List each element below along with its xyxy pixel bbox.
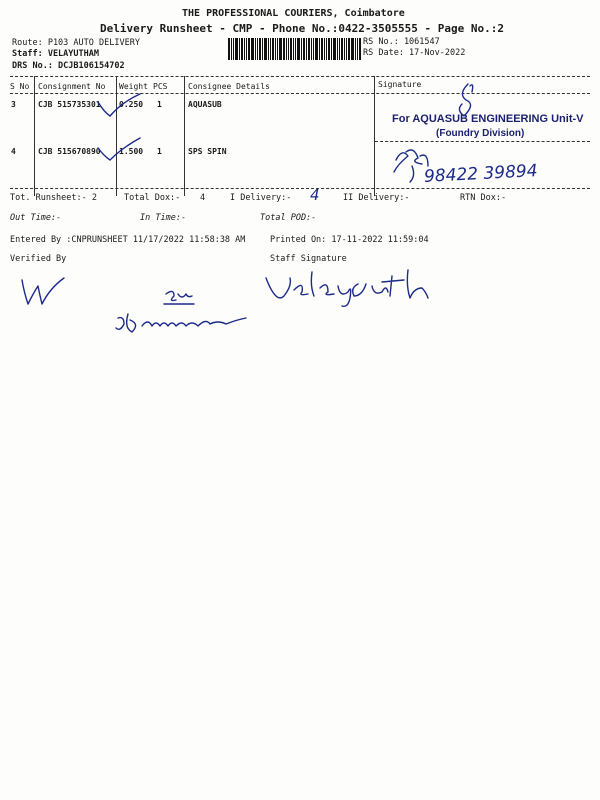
col-header-pcs: PCS	[153, 82, 168, 91]
company-title: THE PROFESSIONAL COURIERS, Coimbatore	[182, 8, 405, 19]
col-header-weight: Weight	[119, 82, 148, 91]
row-pcs: 1	[157, 100, 162, 109]
company-stamp-division: (Foundry Division)	[436, 128, 525, 139]
row-sno: 3	[11, 100, 16, 109]
row-consignment: CJB 515735301	[38, 100, 101, 109]
row-pcs: 1	[157, 147, 162, 156]
in-time-label: In Time:-	[140, 213, 187, 223]
row-consignment: CJB 515670890	[38, 147, 101, 156]
ii-delivery-label: II Delivery:-	[343, 193, 410, 203]
company-stamp: For AQUASUB ENGINEERING Unit-V	[392, 113, 584, 125]
total-dox-value: 4	[200, 193, 206, 203]
staff-label: Staff: VELAYUTHAM	[12, 49, 99, 59]
verified-by-label: Verified By	[10, 254, 67, 264]
totals-top-rule	[10, 188, 590, 189]
signature-icon	[440, 80, 490, 120]
barcode	[228, 38, 362, 60]
col-header-sno: S No	[10, 82, 30, 91]
rs-date: RS Date: 17-Nov-2022	[363, 48, 466, 58]
out-time-label: Out Time:-	[10, 213, 62, 223]
row-consignee: AQUASUB	[188, 100, 222, 109]
handwritten-phone: 98422 39894	[423, 161, 539, 187]
signature-icon	[114, 310, 264, 340]
col-header-signature: Signature	[378, 80, 422, 89]
row-sno: 4	[11, 147, 16, 156]
col-header-consignment: Consignment No	[38, 82, 106, 91]
total-dox-label: Total Dox:-	[124, 193, 181, 203]
drs-number: DRS No.: DCJB106154702	[12, 61, 125, 71]
rs-number: RS No.: 1061547	[363, 37, 440, 47]
i-delivery-label: I Delivery:-	[230, 193, 292, 203]
handwritten-count: 4	[310, 186, 320, 204]
column-divider	[34, 76, 35, 196]
total-runsheet: Tot. Runsheet:- 2	[10, 193, 97, 203]
total-pod-label: Total POD:-	[260, 213, 317, 223]
row-weight: 1.500	[119, 147, 144, 156]
runsheet-subtitle: Delivery Runsheet - CMP - Phone No.:0422-3505555 - Page No.:2	[100, 22, 504, 35]
staff-signature-icon	[262, 266, 442, 310]
staff-signature-label: Staff Signature	[270, 254, 347, 264]
table-top-rule	[10, 76, 590, 77]
column-divider	[374, 76, 375, 196]
checkmark-icon	[96, 138, 146, 168]
signature-icon	[160, 286, 200, 308]
row-weight: 0.250	[119, 100, 144, 109]
col-header-consignee: Consignee Details	[188, 82, 270, 91]
route-label: Route: P103 AUTO DELIVERY	[12, 38, 140, 48]
row-consignee: SPS SPIN	[188, 147, 227, 156]
printed-on: Printed On: 17-11-2022 11:59:04	[270, 235, 429, 245]
rtn-dox-label: RTN Dox:-	[460, 193, 507, 203]
signature-icon	[18, 270, 78, 312]
column-divider	[184, 76, 185, 196]
entered-by: Entered By :CNPRUNSHEET 11/17/2022 11:58:38 AM	[10, 235, 246, 245]
checkmark-icon	[96, 92, 146, 122]
